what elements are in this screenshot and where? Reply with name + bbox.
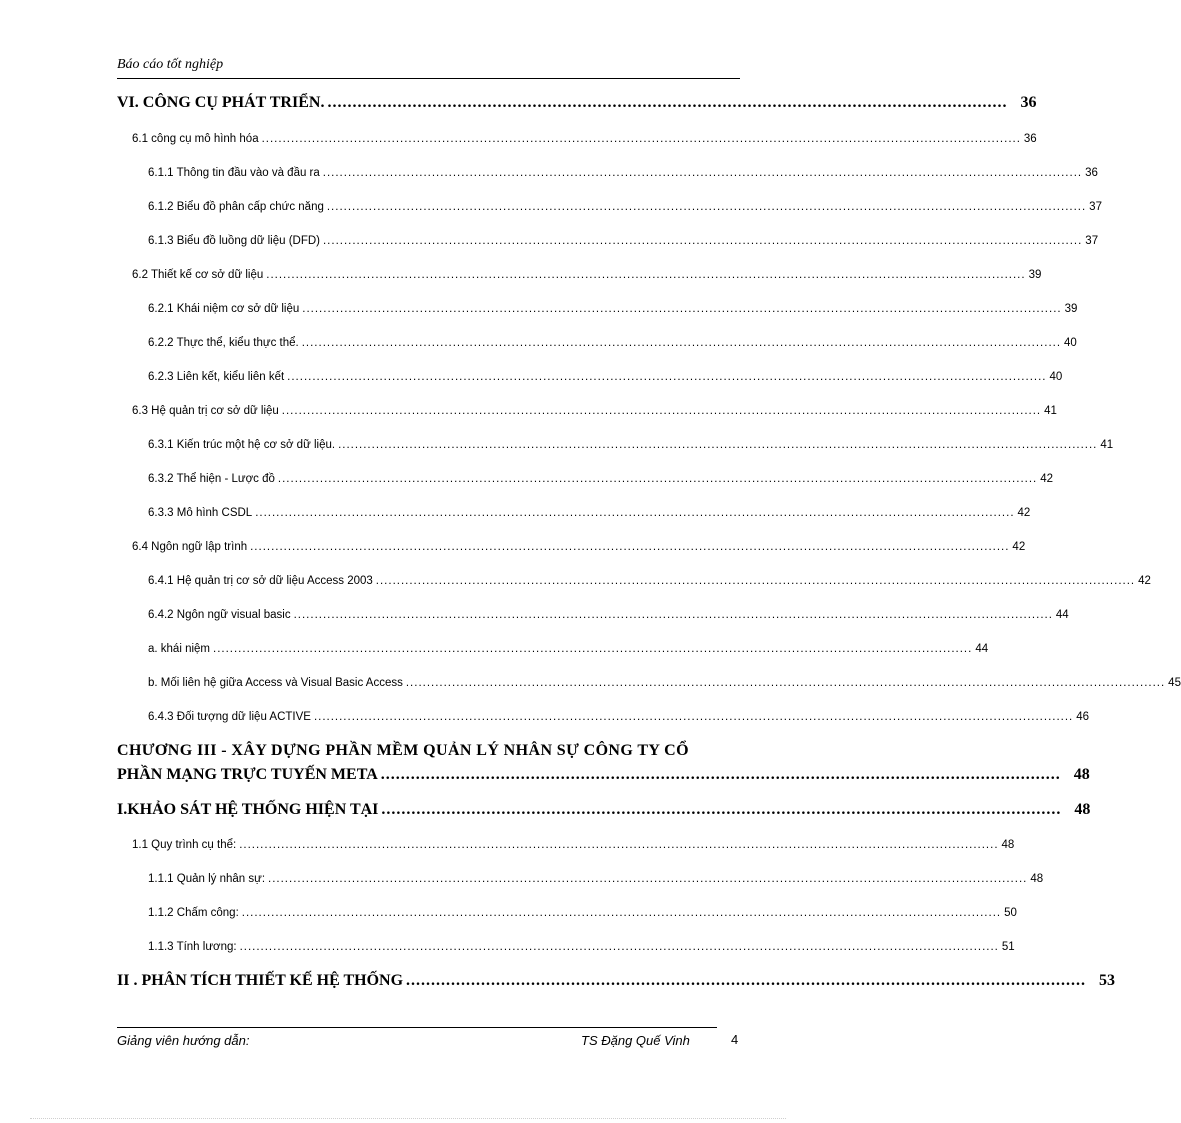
toc-entry-page: 46 (1076, 711, 1090, 723)
toc-entry-text: 6.3.3 Mô hình CSDL (148, 507, 253, 519)
toc-leader-dots: ..................................................................................................................................................................................... (255, 507, 1015, 519)
toc-entry-page: 48 (1073, 766, 1090, 783)
toc-entry-page: 36 (1020, 94, 1037, 111)
page-number: 4 (731, 1032, 739, 1047)
toc-leader-dots: ..................................................................................................................................................................................... (322, 235, 1083, 247)
toc-entry[interactable] (148, 609, 1069, 621)
toc-leader-dots: ..................................................................................................................................................................................... (313, 711, 1074, 723)
toc-leader-dots: ..................................................................................................................................................................................... (293, 609, 1053, 621)
toc-leader-dots: ........................................................................................................................................ (406, 972, 1087, 989)
toc-entry-page: 42 (1017, 507, 1031, 519)
toc-leader-dots: ..................................................................................................................................................................................... (287, 371, 1047, 383)
toc-leader-dots: ..................................................................................................................................................................................... (405, 677, 1166, 689)
toc-entry[interactable] (148, 507, 1031, 519)
toc-entry[interactable] (148, 201, 1102, 213)
toc-entry-page: 39 (1064, 303, 1078, 315)
toc-entry-page: 42 (1138, 575, 1151, 587)
toc-entry-page: 41 (1100, 439, 1114, 451)
toc-entry-page: 41 (1044, 405, 1057, 417)
toc-entry[interactable] (148, 941, 1015, 953)
toc-entry-text: 6.4 Ngôn ngữ lập trình (132, 541, 248, 553)
toc-entry-page: 42 (1012, 541, 1026, 553)
toc-entry-text: 6.1.1 Thông tin đầu vào và đầu ra (148, 167, 320, 179)
toc-entry[interactable] (148, 907, 1017, 919)
toc-entry[interactable] (148, 711, 1090, 723)
toc-entry-page: 44 (1055, 609, 1069, 621)
toc-entry-page: 37 (1089, 201, 1102, 213)
toc-entry-page: 44 (975, 643, 989, 655)
toc-leader-dots: ..................................................................................................................................................................................... (250, 541, 1010, 553)
toc-entry-text: 6.2.3 Liên kết, kiểu liên kết (148, 371, 285, 383)
toc-entry-text: I.KHẢO SÁT HỆ THỐNG HIỆN TẠI (117, 801, 379, 818)
toc-leader-dots: ..................................................................................................................................................................................... (322, 167, 1083, 179)
toc-leader-dots: ..................................................................................................................................................................................... (301, 337, 1062, 349)
toc-entry-page: 40 (1064, 337, 1077, 349)
toc-entry-page: 48 (1001, 839, 1015, 851)
header-title: Báo cáo tốt nghiệp (117, 57, 224, 72)
toc-entry-text: 1.1.1 Quản lý nhân sự: (148, 873, 266, 885)
toc-entry-text: VI. CÔNG CỤ PHÁT TRIỂN. (117, 94, 325, 111)
toc-leader-dots: ..................................................................................................................................................................................... (277, 473, 1038, 485)
toc-entry[interactable] (148, 439, 1114, 451)
toc-entry-text-line1: CHƯƠNG III - XÂY DỰNG PHẦN MỀM QUẢN LÝ NHÂN SỰ CÔNG TY CỔ (117, 742, 689, 759)
toc-entry-text: 6.4.3 Đối tượng dữ liệu ACTIVE (148, 711, 311, 723)
toc-entry-text: 6.2.1 Khái niệm cơ sở dữ liệu (148, 303, 300, 315)
toc-leader-dots: ..................................................................................................................................................................................... (213, 643, 973, 655)
toc-entry[interactable] (132, 839, 1015, 851)
toc-entry-text: 6.2.2 Thực thể, kiểu thực thể. (148, 337, 299, 349)
toc-entry-text: 1.1.3 Tính lương: (148, 941, 237, 953)
toc-entry-page: 36 (1023, 133, 1037, 145)
page-bottom-border (30, 1118, 786, 1119)
toc-entry-page: 50 (1004, 907, 1017, 919)
toc-entry-page: 42 (1040, 473, 1054, 485)
footer-advisor-name: TS Đặng Quế Vinh (581, 1033, 690, 1048)
toc-entry-text: 6.4.2 Ngôn ngữ visual basic (148, 609, 291, 621)
toc-leader-dots: ..................................................................................................................................................................................... (241, 907, 1002, 919)
toc-entry-text: 6.1 công cụ mô hình hóa (132, 133, 259, 145)
toc-entry-text: 6.1.3 Biểu đồ luồng dữ liệu (DFD) (148, 235, 320, 247)
toc-entry[interactable] (148, 473, 1054, 485)
toc-entry-text: 6.2 Thiết kế cơ sở dữ liệu (132, 269, 264, 281)
toc-entry[interactable] (148, 575, 1151, 587)
toc-entry-text: b. Mối liên hệ giữa Access và Visual Basic Access (148, 677, 403, 689)
toc-leader-dots: ........................................................................................................................................ (327, 94, 1008, 111)
toc-leader-dots: ..................................................................................................................................................................................... (281, 405, 1042, 417)
toc-entry-page: 37 (1085, 235, 1099, 247)
toc-entry-text: 6.3.2 Thể hiện - Lược đồ (148, 473, 275, 485)
toc-entry-text: 6.3 Hệ quản trị cơ sở dữ liệu (132, 405, 279, 417)
toc-entry[interactable] (132, 541, 1026, 553)
toc-entry-text: 6.3.1 Kiến trúc một hệ cơ sở dữ liệu. (148, 439, 336, 451)
toc-entry-text: a. khái niệm (148, 643, 211, 655)
toc-entry[interactable] (148, 873, 1044, 885)
toc-leader-dots: ........................................................................................................................................ (381, 801, 1062, 818)
toc-leader-dots: ........................................................................................................................................ (380, 766, 1061, 783)
toc-entry[interactable] (117, 972, 1116, 990)
toc-entry-text: 1.1 Quy trình cụ thể: (132, 839, 237, 851)
toc-leader-dots: ..................................................................................................................................................................................... (326, 201, 1087, 213)
toc-entry-page: 48 (1074, 801, 1091, 818)
toc-entry[interactable] (117, 94, 1037, 112)
toc-entry[interactable] (132, 133, 1037, 145)
toc-entry-text: 6.4.1 Hệ quản trị cơ sở dữ liệu Access 2003 (148, 575, 373, 587)
toc-entry-page: 45 (1168, 677, 1181, 689)
toc-entry-page: 51 (1001, 941, 1015, 953)
toc-entry[interactable] (132, 269, 1042, 281)
toc-entry-text: 1.1.2 Chấm công: (148, 907, 239, 919)
toc-entry[interactable] (148, 643, 989, 655)
toc-leader-dots: ..................................................................................................................................................................................... (302, 303, 1062, 315)
toc-leader-dots: ..................................................................................................................................................................................... (375, 575, 1136, 587)
toc-entry-page: 39 (1028, 269, 1042, 281)
toc-leader-dots: ..................................................................................................................................................................................... (261, 133, 1021, 145)
toc-entry-text: II . PHÂN TÍCH THIẾT KẾ HỆ THỐNG (117, 972, 404, 989)
toc-entry[interactable] (148, 303, 1078, 315)
toc-entry-chapter[interactable] (117, 742, 1090, 784)
toc-entry[interactable] (148, 371, 1063, 383)
toc-leader-dots: ..................................................................................................................................................................................... (338, 439, 1098, 451)
toc-leader-dots: ..................................................................................................................................................................................... (266, 269, 1026, 281)
toc-entry-page: 48 (1030, 873, 1044, 885)
toc-leader-dots: ..................................................................................................................................................................................... (239, 941, 999, 953)
toc-entry-page: 36 (1085, 167, 1098, 179)
toc-entry-page: 53 (1099, 972, 1116, 989)
footer-divider (117, 1027, 717, 1028)
toc-entry[interactable] (148, 167, 1098, 179)
toc-leader-dots: ..................................................................................................................................................................................... (268, 873, 1028, 885)
toc-entry[interactable] (132, 405, 1057, 417)
footer-advisor-label: Giảng viên hướng dẫn: (117, 1033, 250, 1048)
toc-leader-dots: ..................................................................................................................................................................................... (239, 839, 999, 851)
toc-entry[interactable] (148, 677, 1181, 689)
toc-entry[interactable] (117, 801, 1091, 819)
toc-entry[interactable] (148, 235, 1099, 247)
toc-entry[interactable] (148, 337, 1077, 349)
toc-entry-text: PHẦN MẠNG TRỰC TUYẾN META (117, 766, 378, 783)
toc-entry-page: 40 (1049, 371, 1063, 383)
toc-entry-line2 (117, 766, 1090, 784)
toc-entry-text: 6.1.2 Biểu đồ phân cấp chức năng (148, 201, 324, 213)
